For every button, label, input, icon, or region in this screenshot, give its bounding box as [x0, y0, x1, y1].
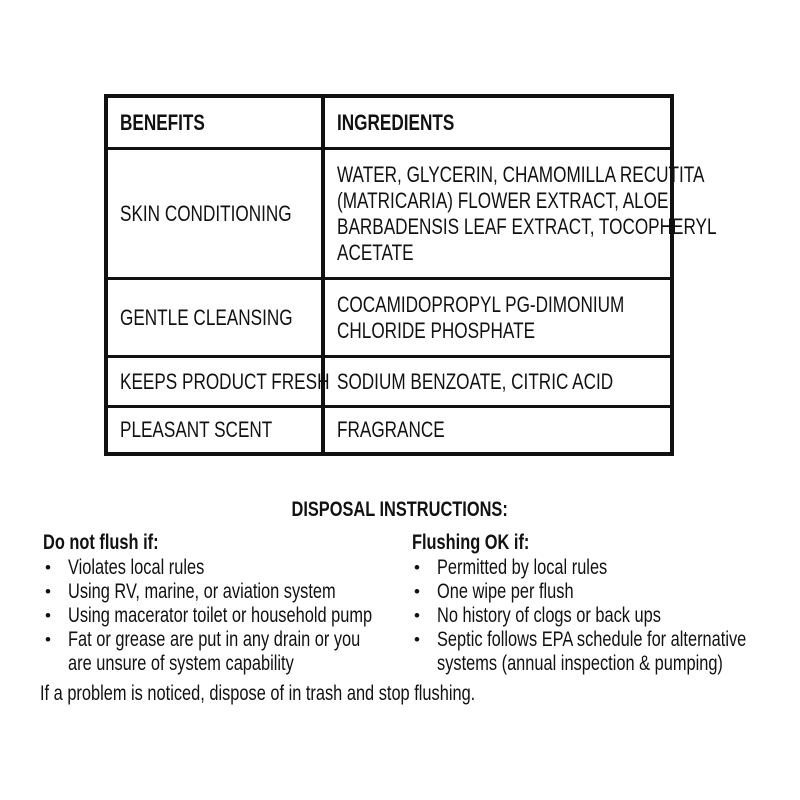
bullet-icon: • — [45, 582, 51, 601]
list-item-text: Permitted by local rules — [437, 556, 608, 579]
ingredients-line: ACETATE — [337, 239, 414, 265]
flushing-ok-list — [412, 556, 782, 676]
benefit-cell: GENTLE CLEANSING — [120, 304, 293, 330]
list-item — [412, 628, 782, 676]
benefit-cell: SKIN CONDITIONING — [120, 200, 292, 226]
do-not-flush-list — [43, 556, 403, 676]
ingredients-line: COCAMIDOPROPYL PG-DIMONIUM — [337, 291, 625, 317]
ingredients-cell — [337, 292, 705, 344]
table-row — [108, 408, 670, 452]
list-item-text: One wipe per flush — [437, 580, 574, 603]
flushing-ok-heading: Flushing OK if: — [412, 531, 530, 554]
ingredients-cell: FRAGRANCE — [337, 417, 445, 442]
benefit-cell: KEEPS PRODUCT FRESH — [120, 368, 330, 394]
bullet-icon: • — [45, 558, 51, 577]
ingredients-line: (MATRICARIA) FLOWER EXTRACT, ALOE — [337, 187, 669, 213]
disposal-title: DISPOSAL INSTRUCTIONS: — [291, 498, 509, 521]
list-item — [43, 556, 403, 580]
list-item — [412, 556, 782, 580]
ingredients-line: CHLORIDE PHOSPHATE — [337, 317, 536, 343]
do-not-flush-heading: Do not flush if: — [43, 531, 159, 554]
list-item — [43, 580, 403, 604]
list-item-text: Using macerator toilet or household pump — [68, 604, 373, 627]
ingredients-cell: SODIUM BENZOATE, CITRIC ACID — [337, 368, 614, 394]
ingredients-line: BARBADENSIS LEAF EXTRACT, TOCOPHERYL — [337, 213, 717, 239]
list-item — [43, 604, 403, 628]
table-header-row — [108, 98, 670, 150]
list-item-text: Using RV, marine, or aviation system — [68, 580, 336, 603]
disposal-title-wrap — [0, 498, 800, 522]
flushing-ok-section — [412, 530, 782, 676]
ingredients-header: INGREDIENTS — [337, 109, 455, 135]
ingredients-line: WATER, GLYCERIN, CHAMOMILLA RECUTITA — [337, 161, 705, 187]
list-item — [412, 604, 782, 628]
list-item-text: No history of clogs or back ups — [437, 604, 661, 627]
bullet-icon: • — [45, 606, 51, 625]
list-item-text: are unsure of system capability — [68, 652, 294, 675]
list-item — [43, 628, 403, 676]
table-row — [108, 358, 670, 408]
list-item — [412, 580, 782, 604]
bullet-icon: • — [45, 630, 51, 649]
ingredients-cell — [337, 162, 800, 266]
ingredients-table — [104, 94, 717, 456]
list-item-text: Violates local rules — [68, 556, 205, 579]
list-item-text: Septic follows EPA schedule for alternative — [437, 628, 747, 651]
bullet-icon: • — [414, 630, 420, 649]
benefits-header: BENEFITS — [120, 109, 205, 135]
disposal-note: If a problem is noticed, dispose of in trash and stop flushing. — [40, 682, 476, 705]
benefit-cell: PLEASANT SCENT — [120, 417, 273, 442]
bullet-icon: • — [414, 606, 420, 625]
table-row — [108, 150, 717, 280]
table-row — [108, 280, 670, 358]
disposal-note-wrap — [40, 682, 598, 706]
bullet-icon: • — [414, 582, 420, 601]
list-item-text: systems (annual inspection & pumping) — [437, 652, 723, 675]
list-item-text: Fat or grease are put in any drain or you — [68, 628, 361, 651]
bullet-icon: • — [414, 558, 420, 577]
do-not-flush-section — [43, 530, 403, 676]
